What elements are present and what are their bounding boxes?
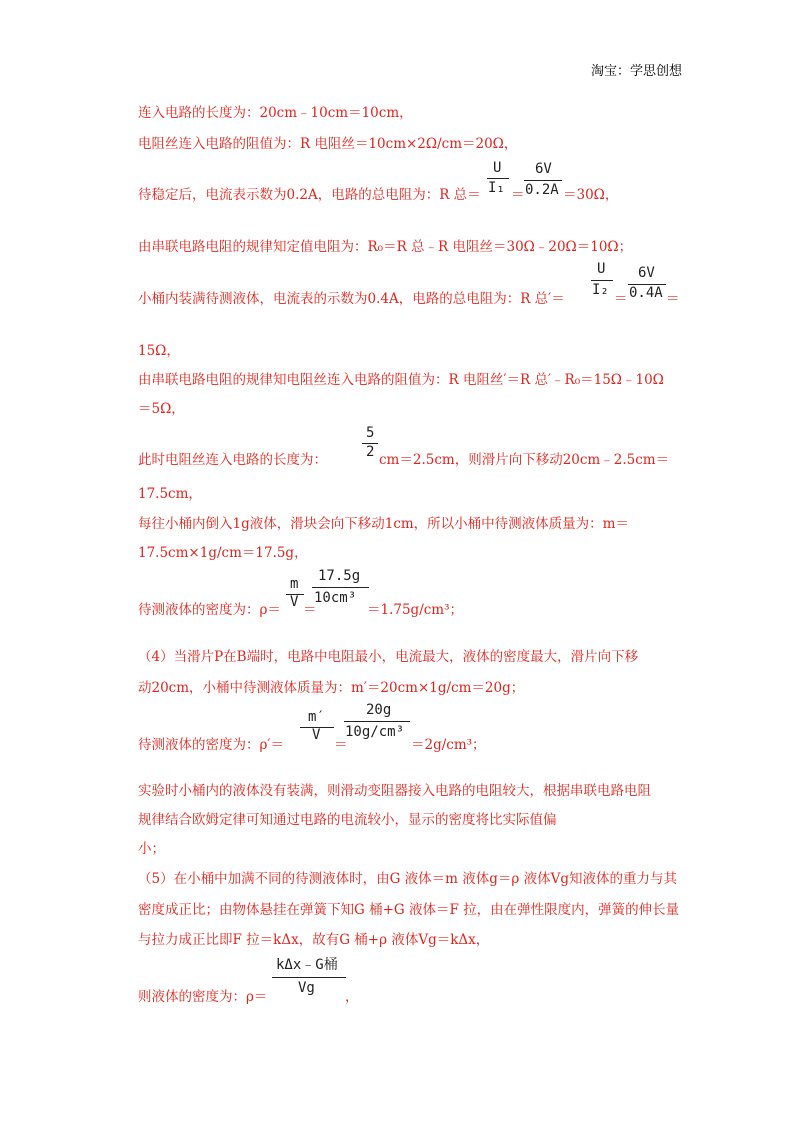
- fraction-numerator: U: [597, 261, 606, 277]
- text-line: 此时电阻丝连入电路的长度为：: [138, 452, 327, 468]
- text-line: 由串联电路电阻的规律知电阻丝连入电路的阻值为：R 电阻丝′＝R 总′﹣R₀＝15Ω﹣10Ω: [138, 372, 664, 388]
- fraction-denominator: V: [312, 727, 321, 743]
- fraction-bar: [344, 721, 410, 722]
- text-line: 待稳定后，电流表示数为0.2A，电路的总电阻为：R 总＝: [138, 187, 481, 203]
- text-line: ＝30Ω，: [563, 187, 619, 203]
- fraction-numerator: 5: [366, 425, 375, 441]
- fraction-numerator: 6V: [535, 161, 552, 177]
- text-line: ＝5Ω，: [138, 401, 185, 417]
- fraction-bar: [312, 587, 369, 588]
- text-line: 由串联电路电阻的规律知定值电阻为：R₀＝R 总﹣R 电阻丝＝30Ω﹣20Ω＝10Ω；: [138, 239, 633, 255]
- text-line: 动20cm，小桶中待测液体质量为：m′＝20cm×1g/cm＝20g；: [138, 680, 525, 696]
- text-line: ，: [345, 989, 359, 1005]
- text-line: 小桶内装满待测液体，电流表的示数为0.4A，电路的总电阻为：R 总′＝: [138, 291, 565, 307]
- text-line: ＝: [666, 291, 680, 307]
- fraction-denominator: 2: [366, 444, 375, 460]
- text-line: 则液体的密度为：ρ＝: [138, 989, 268, 1005]
- text-line: 电阻丝连入电路的阻值为：R 电阻丝＝10cm×2Ω/cm＝20Ω，: [138, 136, 518, 152]
- text-line: 每往小桶内倒入1g液体，滑块会向下移动1cm，所以小桶中待测液体质量为：m＝: [138, 516, 629, 532]
- text-line: 连入电路的长度为：20cm﹣10cm＝10cm，: [138, 105, 413, 121]
- text-line: 实验时小桶内的液体没有装满，则滑动变阻器接入电路的电阻较大，根据串联电路电阻: [138, 783, 651, 799]
- text-line: （4）当滑片P在B端时，电路中电阻最小，电流最大，液体的密度最大，滑片向下移: [138, 649, 639, 665]
- fraction-bar: [591, 280, 613, 281]
- text-line: 密度成正比；由物体悬挂在弹簧下知G 桶+G 液体＝F 拉，由在弹性限度内，弹簧的伸长量: [138, 902, 680, 918]
- header-brand: 淘宝：学思创想: [590, 64, 682, 79]
- text-line: ＝2g/cm³；: [411, 737, 486, 753]
- text-line: 17.5cm×1g/cm＝17.5g，: [138, 545, 308, 561]
- fraction-bar: [272, 977, 346, 978]
- fraction-numerator: 20g: [366, 702, 392, 718]
- fraction-denominator: 10cm³: [314, 590, 357, 606]
- text-line: 与拉力成正比即F 拉＝kΔx，故有G 桶+ρ 液体Vg＝kΔx，: [138, 932, 490, 948]
- fraction-denominator: 0.2A: [525, 182, 559, 198]
- text-line: 15Ω，: [138, 343, 180, 359]
- fraction-numerator: kΔx﹣G桶: [276, 957, 338, 973]
- text-line: 小；: [138, 841, 165, 857]
- fraction-denominator: 0.4A: [629, 285, 663, 301]
- text-line: cm＝2.5cm，则滑片向下移动20cm﹣2.5cm＝: [379, 452, 670, 468]
- text-line: 17.5cm，: [138, 486, 202, 502]
- fraction-denominator: 10g/cm³: [345, 724, 405, 740]
- text-line: 规律结合欧姆定律可知通过电路的电流较小，显示的密度将比实际值偏: [138, 812, 557, 828]
- text-line: （5）在小桶中加满不同的待测液体时，由G 液体＝m 液体g＝ρ 液体Vg知液体的重力与其: [138, 871, 678, 887]
- text-line: ＝1.75g/cm³；: [367, 602, 464, 618]
- text-line: 待测液体的密度为：ρ′＝: [138, 737, 285, 753]
- fraction-bar: [524, 180, 562, 181]
- fraction-denominator: Vg: [298, 980, 315, 996]
- fraction-bar: [487, 178, 509, 179]
- fraction-denominator: I₂: [592, 282, 609, 298]
- fraction-denominator: I₁: [488, 180, 505, 196]
- fraction-numerator: m: [290, 576, 299, 592]
- fraction-numerator: m′: [308, 709, 325, 725]
- fraction-denominator: V: [290, 594, 299, 610]
- fraction-numerator: 6V: [638, 265, 655, 281]
- fraction-numerator: U: [493, 160, 502, 176]
- fraction-numerator: 17.5g: [318, 568, 361, 584]
- text-line: 待测液体的密度为：ρ＝: [138, 602, 281, 618]
